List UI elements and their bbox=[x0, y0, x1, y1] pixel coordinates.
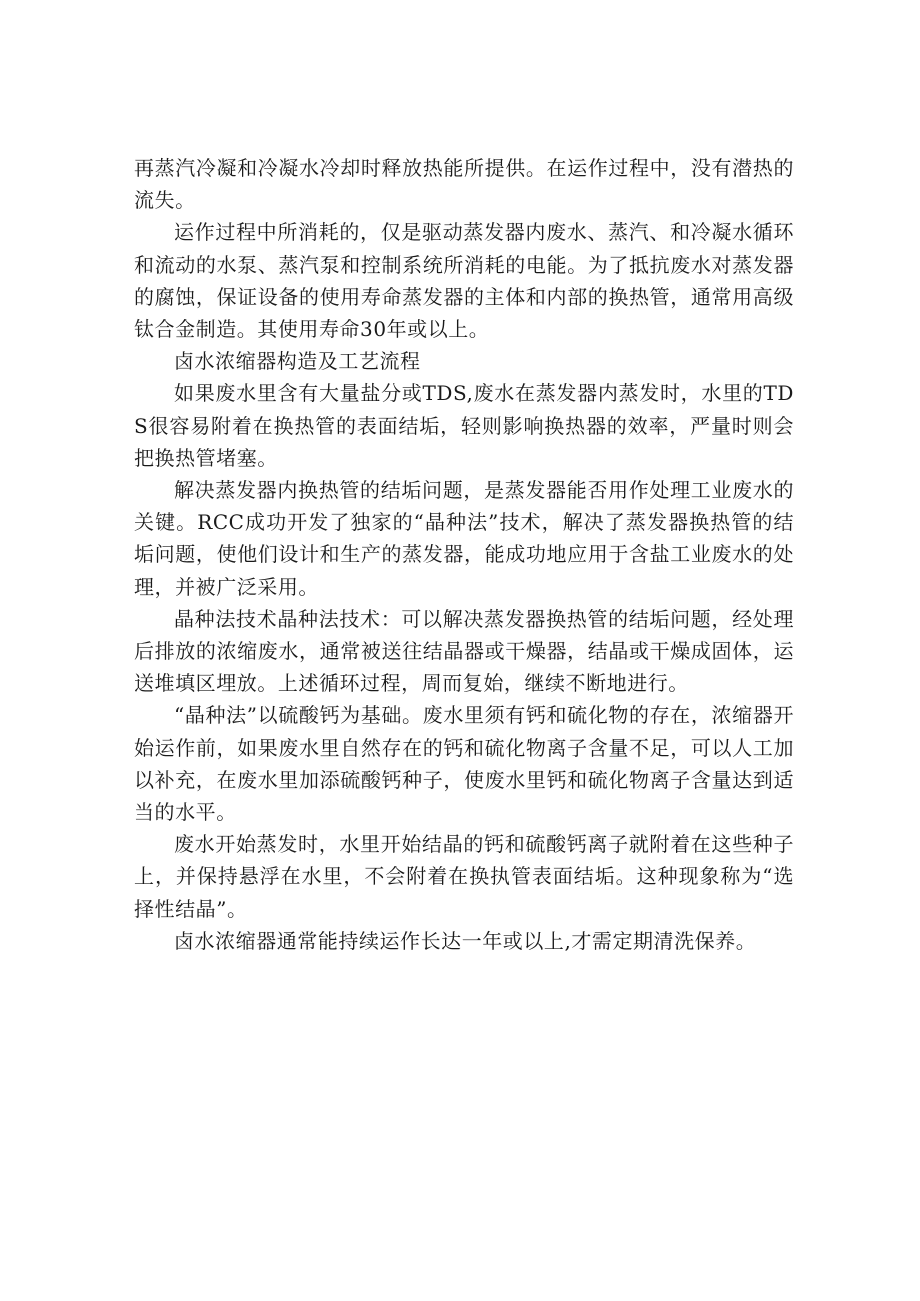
paragraph-maintenance-interval: 卤水浓缩器通常能持续运作长达一年或以上,才需定期清洗保养。 bbox=[174, 928, 757, 953]
paragraph-tds-scaling: 如果废水里含有大量盐分或TDS,废水在蒸发器内蒸发时，水里的TDS很容易附着在换热管的表面结垢，轻则影响换热器的效率，严量时则会把换热管堵塞。 bbox=[134, 381, 794, 470]
paragraph-rcc-seed-method: 解决蒸发器内换热管的结垢问题，是蒸发器能否用作处理工业废水的关键。RCC成功开发了独家的“晶种法”技术，解决了蒸发器换热管的结垢问题，使他们设计和生产的蒸发器，能成功地应用于含盐工业废水的处理，并被广泛采用。 bbox=[134, 478, 794, 599]
paragraph-selective-crystallization: 废水开始蒸发时，水里开始结晶的钙和硫酸钙离子就附着在这些种子上，并保持悬浮在水里，不会附着在换执管表面结垢。这种现象称为“选择性结晶”。 bbox=[134, 832, 794, 921]
document-body bbox=[134, 152, 794, 957]
paragraph-latent-heat: 再蒸汽冷凝和冷凝水冷却时释放热能所提供。在运作过程中，没有潜热的流失。 bbox=[134, 156, 794, 213]
paragraph-seed-method-technology: 晶种法技术晶种法技术：可以解决蒸发器换热管的结垢问题，经处理后排放的浓缩废水，通常被送往结晶器或干燥器，结晶或干燥成固体，运送堆填区埋放。上述循环过程，周而复始，继续不断地进行。 bbox=[134, 606, 794, 696]
paragraph-energy-consumption: 运作过程中所消耗的，仅是驱动蒸发器内废水、蒸汽、和冷凝水循环和流动的水泵、蒸汽泵和控制系统所消耗的电能。为了抵抗废水对蒸发器的腐蚀，保证设备的使用寿命蒸发器的主体和内部的换热管，通常用高级钛合金制造。其使用寿命30年或以上。 bbox=[134, 220, 794, 342]
paragraph-calcium-sulfate-basis: “晶种法”以硫酸钙为基础。废水里须有钙和硫化物的存在，浓缩器开始运作前，如果废水里自然存在的钙和硫化物离子含量不足，可以人工加以补充，在废水里加添硫酸钙种子，使废水里钙和硫化物离子含量达到适当的水平。 bbox=[134, 703, 794, 825]
section-heading-brine-concentrator: 卤水浓缩器构造及工艺流程 bbox=[174, 349, 421, 374]
